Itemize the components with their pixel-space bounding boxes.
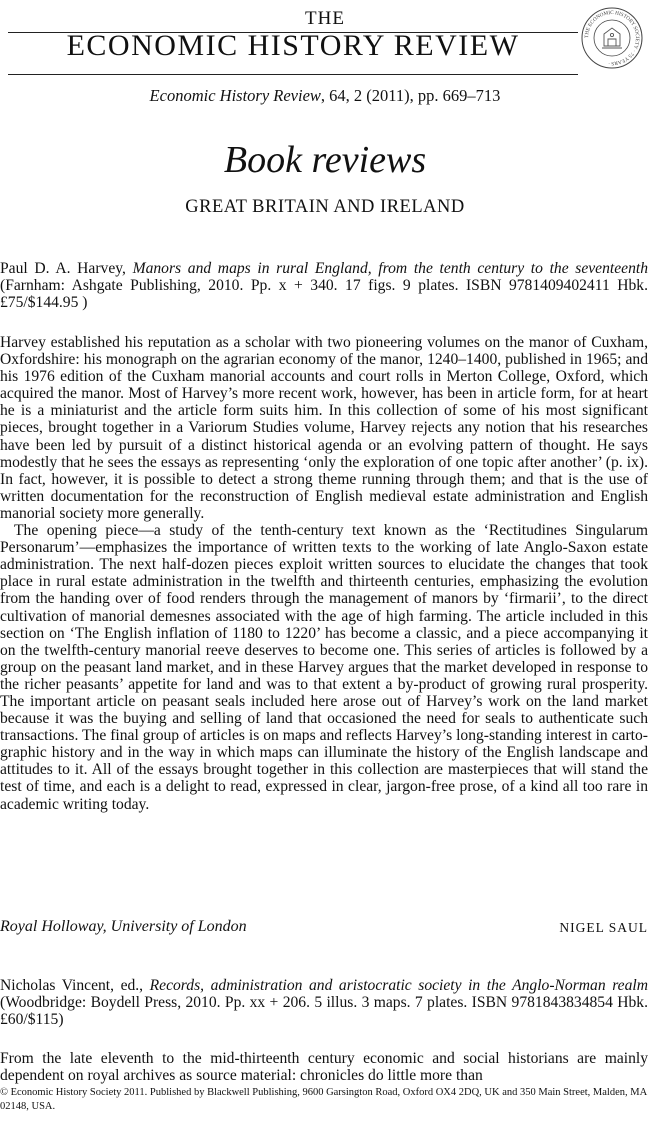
review1-paragraph: Harvey established his reputation as a scholar with two pioneering volumes on the manor of Cuxham, Oxfordshire: his monograph on the agrarian economy of the manor, 1240–1400, published in 1965; and his 1976 edition of the Cuxham manorial accounts and court rolls in Merton College, Oxford, which acquired the manor. Most of Harvey’s more recent work, however, has been in article form, for at heart he is a miniaturist and the article form suits him. In this collection of some of his most significant pieces, brought together in a Variorum Studies volume, Harvey rejects any notion that his researches have been led by pursuit of a distinct historical agenda or an evolving pattern of thought. He says modestly that he sees the essays as representing ‘only the exploration of one topic after another’ (p. ix). In fact, however, it is possible to detect a strong theme running through them; and that is the use of written documentation for the reconstruction of English medieval estate administration and English manorial society more generally. <box>0 334 648 522</box>
citation-rest: , 64, 2 (2011), pp. 669–713 <box>320 86 501 105</box>
review2-body <box>0 1050 648 1084</box>
review1-body <box>0 334 648 813</box>
reviewer-affiliation: Royal Holloway, University of London <box>0 918 247 935</box>
review1-author: Paul D. A. Harvey, <box>0 260 133 277</box>
seal-emblem-icon <box>602 28 622 48</box>
seal-lettering: THE ECONOMIC HISTORY SOCIETY · 75 YEARS · <box>583 9 641 67</box>
review2-paragraph: From the late eleventh to the mid-thirteenth century economic and social historians are mainly dependent on royal archives as source material: chronicles do little more than <box>0 1050 648 1085</box>
masthead-the: THE <box>305 8 345 29</box>
masthead-title: ECONOMIC HISTORY REVIEW <box>66 29 520 62</box>
journal-citation <box>0 86 650 106</box>
copyright-footer: © Economic History Society 2011. Published by Blackwell Publishing, 9600 Garsington Road, Oxford OX4 2DQ, UK and 350 Main Street, Malden, MA 02148, USA. <box>0 1087 647 1112</box>
review1-bibliographic-entry <box>0 260 648 311</box>
review2-bibliographic-entry <box>0 977 648 1028</box>
reviewer-name: NIGEL SAUL <box>559 920 648 935</box>
journal-masthead <box>0 0 650 80</box>
subsection-heading: GREAT BRITAIN AND IRELAND <box>185 197 465 217</box>
review1-book-title: Manors and maps in rural England, from the tenth century to the seventeenth <box>132 260 649 277</box>
section-title: Book reviews <box>223 139 427 181</box>
review2-author: Nicholas Vincent, ed., <box>0 977 150 994</box>
citation-journal: Economic History Review <box>149 86 321 105</box>
review2-details: (Woodbridge: Boydell Press, 2010. Pp. xx + 206. 5 illus. 3 maps. 7 plates. ISBN 9781843834854 Hbk. £60/$115) <box>0 994 648 1029</box>
masthead-bottom-rule <box>8 74 578 75</box>
review1-details: (Farnham: Ashgate Publishing, 2010. Pp. x + 340. 17 figs. 9 plates. ISBN 9781409402411 Hbk. £75/$144.95 ) <box>0 277 648 312</box>
society-seal-logo <box>580 6 644 70</box>
review1-paragraph: The opening piece—a study of the tenth-century text known as the ‘Rectitudines Singularum Personarum’—emphasizes the importance of written texts to the working of late Anglo-Saxon estate administration. The next half-dozen pieces exploit written sources to elucidate the changes that took place in rural estate administration in the twelfth and thirteenth centuries, emphasizing the evolution from the handing over of food renders through the management of manors by ‘firmarii’, to the direct cultivation of manorial demesnes associated with the age of high farming. The article included in this section on ‘The English inflation of 1180 to 1220’ has become a classic, and a piece accompanying it on the twelfth-century manorial reeve deserves to become one. This series of articles is followed by a group on the peasant land market, and in these Harvey argues that the market developed in response to the richer peasants’ appetite for land and was to that extent a by-product of growing rural prosperity. The important article on peasant seals included here arose out of Harvey’s work on the land market because it was the buying and selling of land that occasioned the need for seals to authenticate such transactions. The final group of articles is on maps and reflects Harvey’s long-standing interest in carto-graphic history and in the way in which maps can illuminate the history of the English landscape and attitudes to it. All of the essays brought together in this collection are masterpieces that will stand the test of time, and each is a delight to read, expressed in clear, jargon-free prose, of a kind all too rare in academic writing today. <box>0 522 648 813</box>
review1-signature <box>0 918 648 938</box>
review2-book-title: Records, administration and aristocratic society in the Anglo-Norman realm <box>149 977 648 994</box>
svg-text:THE ECONOMIC HISTORY SOCIETY · <box>584 10 640 66</box>
